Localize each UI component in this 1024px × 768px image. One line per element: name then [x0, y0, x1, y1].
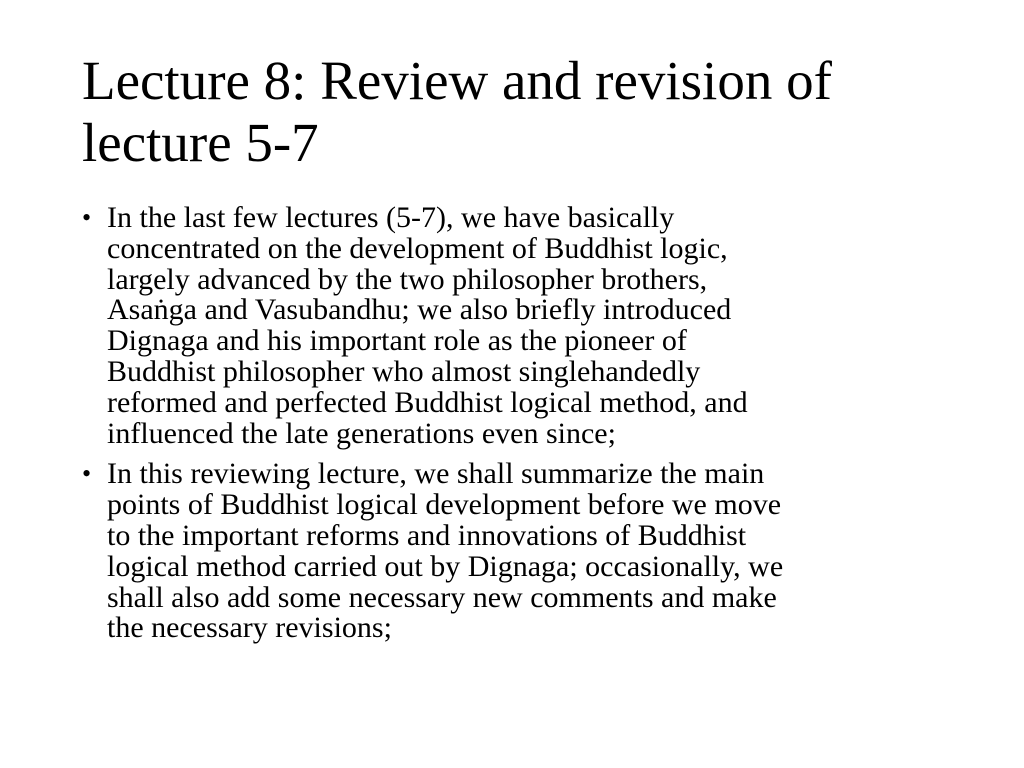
- bullet-2-line-2: points of Buddhist logical development before we move: [107, 488, 782, 522]
- bullet-item-2: [82, 459, 952, 644]
- title-line-1: Lecture 8: Review and revision of: [82, 50, 832, 111]
- bullet-2-line-1: In this reviewing lecture, we shall summarize the main: [107, 457, 765, 491]
- bullet-1-line-4: Asaṅga and Vasubandhu; we also briefly introduced: [107, 293, 732, 327]
- bullet-1-line-8: influenced the late generations even since;: [107, 416, 616, 450]
- bullet-text-2: [107, 459, 952, 644]
- slide-title: [82, 50, 962, 174]
- title-line-2: lecture 5-7: [82, 112, 319, 173]
- bullet-1-line-7: reformed and perfected Buddhist logical method, and: [107, 385, 748, 419]
- bullet-1-line-3: largely advanced by the two philosopher brothers,: [107, 262, 708, 296]
- bullet-list: [82, 203, 952, 654]
- bullet-2-line-3: to the important reforms and innovations of Buddhist: [107, 518, 747, 552]
- bullet-dot-icon: •: [82, 459, 92, 489]
- bullet-2-line-5: shall also add some necessary new comments and make: [107, 580, 777, 614]
- bullet-2-line-6: the necessary revisions;: [107, 611, 392, 645]
- bullet-1-line-1: In the last few lectures (5-7), we have basically: [107, 201, 675, 234]
- bullet-2-line-4: logical method carried out by Dignaga; occasionally, we: [107, 549, 784, 583]
- bullet-1-line-5: Dignaga and his important role as the pioneer of: [107, 324, 687, 358]
- bullet-1-line-2: concentrated on the development of Buddhist logic,: [107, 231, 728, 265]
- bullet-item-1: [82, 203, 952, 449]
- bullet-dot-icon: •: [82, 203, 92, 232]
- bullet-1-line-6: Buddhist philosopher who almost singlehandedly: [107, 354, 701, 388]
- bullet-text-1: [107, 203, 952, 449]
